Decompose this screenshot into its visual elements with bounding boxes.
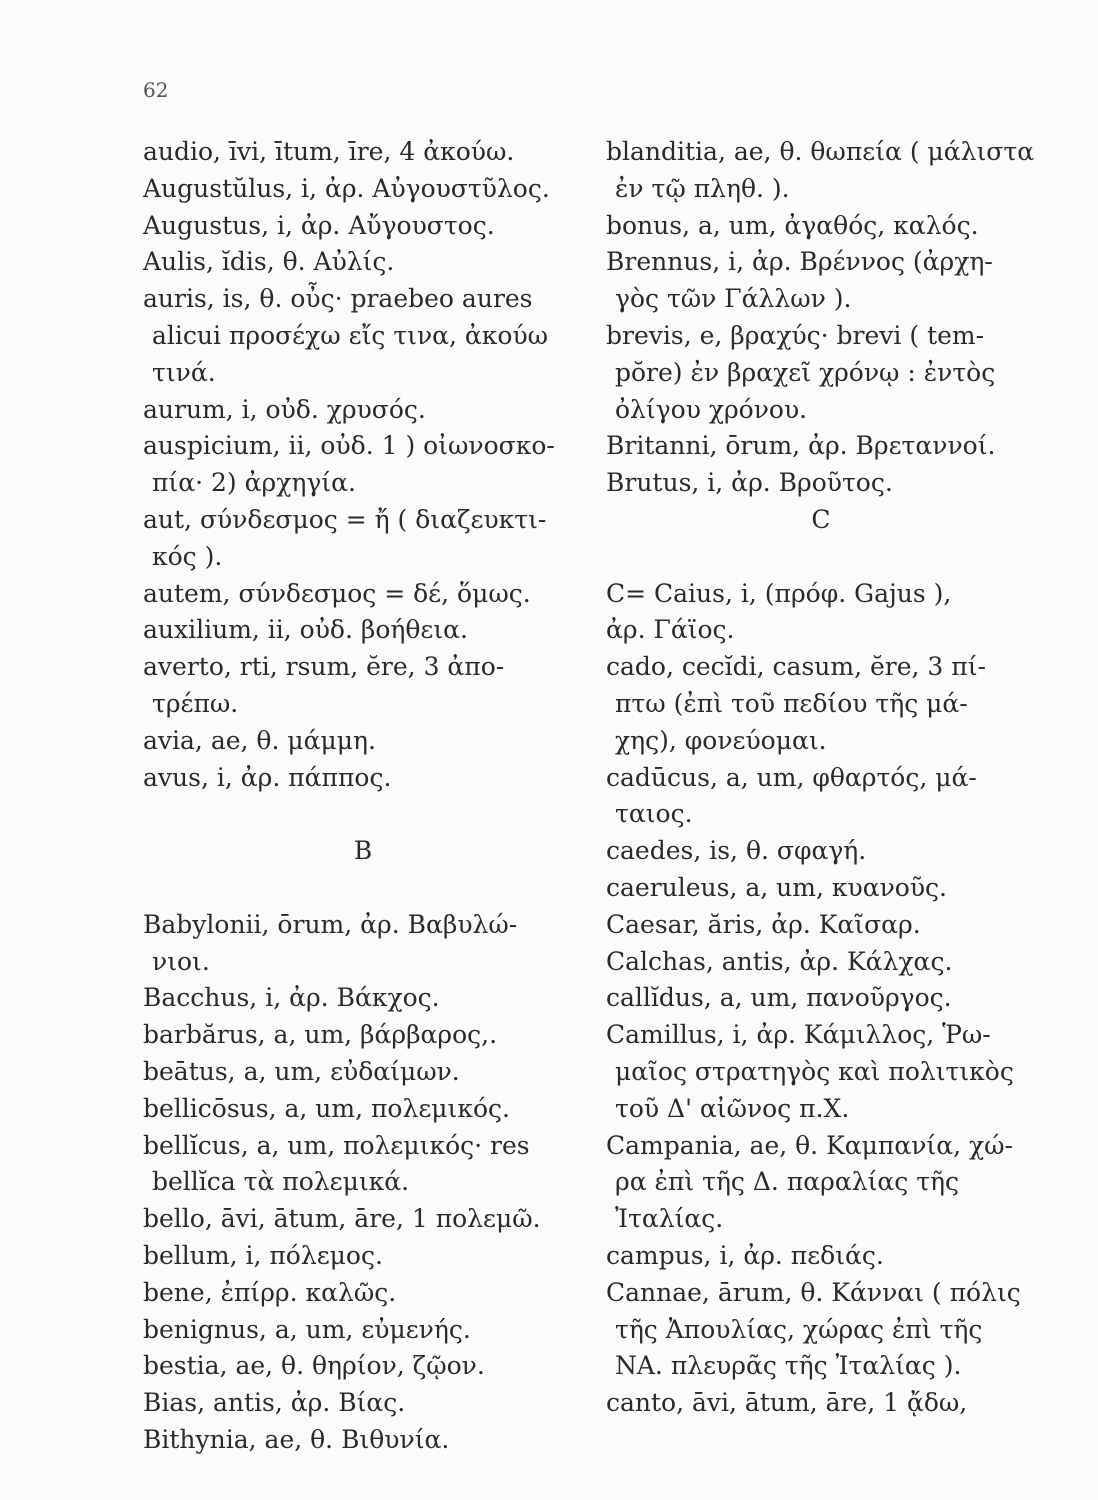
dictionary-entry: barbărus, a, um, βάρβαρος,. (143, 1020, 498, 1050)
dictionary-entry: caeruleus, a, um, κυανοῦς. (606, 872, 947, 902)
entry-continuation: ἐν τῷ πληθ. ). (615, 173, 790, 203)
dictionary-entry: avia, ae, θ. μάμμη. (143, 725, 376, 755)
entry-continuation: bellĭca τὰ πολεμικά. (152, 1167, 410, 1197)
entry-continuation: ΝΑ. πλευρᾶς τῆς Ἰταλίας ). (615, 1351, 962, 1381)
entry-continuation: πτω (ἐπὶ τοῦ πεδίου τῆς μά- (615, 688, 968, 718)
entry-continuation: χης), φονεύομαι. (615, 725, 827, 755)
entry-continuation: γὸς τῶν Γάλλων ). (615, 284, 852, 314)
dictionary-entry: aurum, i, οὐδ. χρυσός. (143, 394, 426, 424)
dictionary-entry: auris, is, θ. οὖς· praebeo aures (143, 284, 533, 314)
entry-continuation: τρέπω. (152, 688, 239, 718)
dictionary-entry: Bithynia, ae, θ. Βιθυνία. (143, 1424, 450, 1454)
dictionary-entry: Cannae, ārum, θ. Κάνναι ( πόλις (606, 1277, 1021, 1307)
spacer (606, 539, 1036, 576)
dictionary-entry: auspicium, ii, οὐδ. 1 ) οἰωνοσκο- (143, 431, 555, 461)
dictionary-entry: bellum, i, πόλεμος. (143, 1240, 383, 1270)
entry-continuation: ταιος. (615, 799, 693, 829)
dictionary-entry: ἀρ. Γάϊος. (606, 615, 735, 645)
dictionary-entry: Campania, ae, θ. Καμπανία, χώ- (606, 1130, 1013, 1160)
section-letter-heading: C (811, 504, 831, 534)
dictionary-entry: Bias, antis, ἀρ. Βίας. (143, 1388, 406, 1418)
dictionary-entry: Caesar, ăris, ἀρ. Καῖσαρ. (606, 909, 921, 939)
dictionary-entry: cadūcus, a, um, φθαρτός, μά- (606, 762, 977, 792)
dictionary-entry: bello, āvi, ātum, āre, 1 πολεμῶ. (143, 1204, 541, 1234)
entry-continuation: νιοι. (152, 946, 210, 976)
dictionary-entry: canto, āvi, ātum, āre, 1 ᾄδω, (606, 1388, 968, 1418)
dictionary-entry: bonus, a, um, ἀγαθός, καλός. (606, 210, 979, 240)
dictionary-entry: blanditia, ae, θ. θωπεία ( μάλιστα (606, 137, 1035, 166)
page-number: 62 (143, 78, 169, 102)
dictionary-entry: avus, i, ἀρ. πάππος. (143, 762, 392, 792)
spacer (143, 870, 583, 907)
entry-continuation: ὀλίγου χρόνου. (615, 394, 808, 424)
dictionary-entry: audio, īvi, ītum, īre, 4 ἀκούω. (143, 137, 515, 166)
dictionary-entry: cado, cecĭdi, casum, ĕre, 3 πί- (606, 652, 986, 682)
dictionary-entry: Camillus, i, ἀρ. Κάμιλλος, Ῥω- (606, 1020, 991, 1050)
dictionary-entry: beātus, a, um, εὐδαίμων. (143, 1056, 460, 1086)
dictionary-entry: Augustŭlus, i, ἀρ. Αὐγουστῦλος. (143, 173, 550, 203)
dictionary-entry: bellicōsus, a, um, πολεμικός. (143, 1093, 510, 1123)
dictionary-entry: Augustus, i, ἀρ. Αὔγουστος. (143, 210, 495, 240)
entry-continuation: τοῦ Δ' αἰῶνος π.Χ. (615, 1093, 850, 1123)
dictionary-entry: bellĭcus, a, um, πολεμικός· res (143, 1130, 530, 1160)
dictionary-entry: callĭdus, a, um, πανοῦργος. (606, 983, 952, 1013)
section-letter-heading: B (353, 836, 373, 866)
entry-continuation: Ἰταλίας. (615, 1204, 724, 1234)
entry-continuation: τινά. (152, 357, 216, 387)
dictionary-entry: averto, rti, rsum, ĕre, 3 ἀπο- (143, 652, 505, 682)
dictionary-entry: Bacchus, i, ἀρ. Βάκχος. (143, 983, 440, 1013)
dictionary-entry: Brutus, i, ἀρ. Βροῦτος. (606, 468, 893, 498)
entry-continuation: alicui προσέχω εἴς τινα, ἀκούω (152, 320, 549, 350)
entry-continuation: pŏre) ἐν βραχεῖ χρόνῳ : ἐντὸς (615, 357, 996, 387)
dictionary-entry: Brennus, i, ἀρ. Βρέννος (ἀρχη- (606, 247, 993, 277)
dictionary-entry: Calchas, antis, ἀρ. Κάλχας. (606, 946, 953, 976)
dictionary-entry: aut, σύνδεσμος = ἤ ( διαζευκτι- (143, 504, 547, 534)
dictionary-entry: benignus, a, um, εὐμενής. (143, 1314, 471, 1344)
dictionary-entry: Britanni, ōrum, ἀρ. Βρεταννοί. (606, 431, 996, 461)
entry-continuation: πία· 2) ἀρχηγία. (152, 468, 356, 498)
entry-continuation: τῆς Ἀπουλίας, χώρας ἐπὶ τῆς (615, 1314, 983, 1344)
dictionary-entry: autem, σύνδεσμος = δέ, ὅμως. (143, 578, 531, 608)
right-column (606, 134, 1036, 1422)
dictionary-entry: bestia, ae, θ. θηρίον, ζῷον. (143, 1351, 485, 1381)
dictionary-entry: campus, i, ἀρ. πεδιάς. (606, 1240, 884, 1270)
dictionary-entry: Babylonii, ōrum, ἀρ. Βαβυλώ- (143, 909, 518, 939)
entry-continuation: μαῖος στρατηγὸς καὶ πολιτικὸς (615, 1056, 1014, 1086)
entry-continuation: κός ). (152, 541, 223, 571)
dictionary-entry: auxilium, ii, οὐδ. βοήθεια. (143, 615, 468, 645)
dictionary-entry: bene, ἐπίρρ. καλῶς. (143, 1277, 397, 1307)
left-column (143, 134, 583, 1459)
spacer (143, 796, 583, 833)
entry-continuation: ρα ἐπὶ τῆς Δ. παραλίας τῆς (615, 1167, 960, 1197)
dictionary-entry: caedes, is, θ. σφαγή. (606, 836, 867, 866)
dictionary-entry: Aulis, ĭdis, θ. Αὐλίς. (143, 247, 395, 277)
dictionary-entry: brevis, e, βραχύς· brevi ( tem- (606, 320, 985, 350)
dictionary-entry: C= Caius, i, (πρόφ. Gajus ), (606, 578, 952, 608)
